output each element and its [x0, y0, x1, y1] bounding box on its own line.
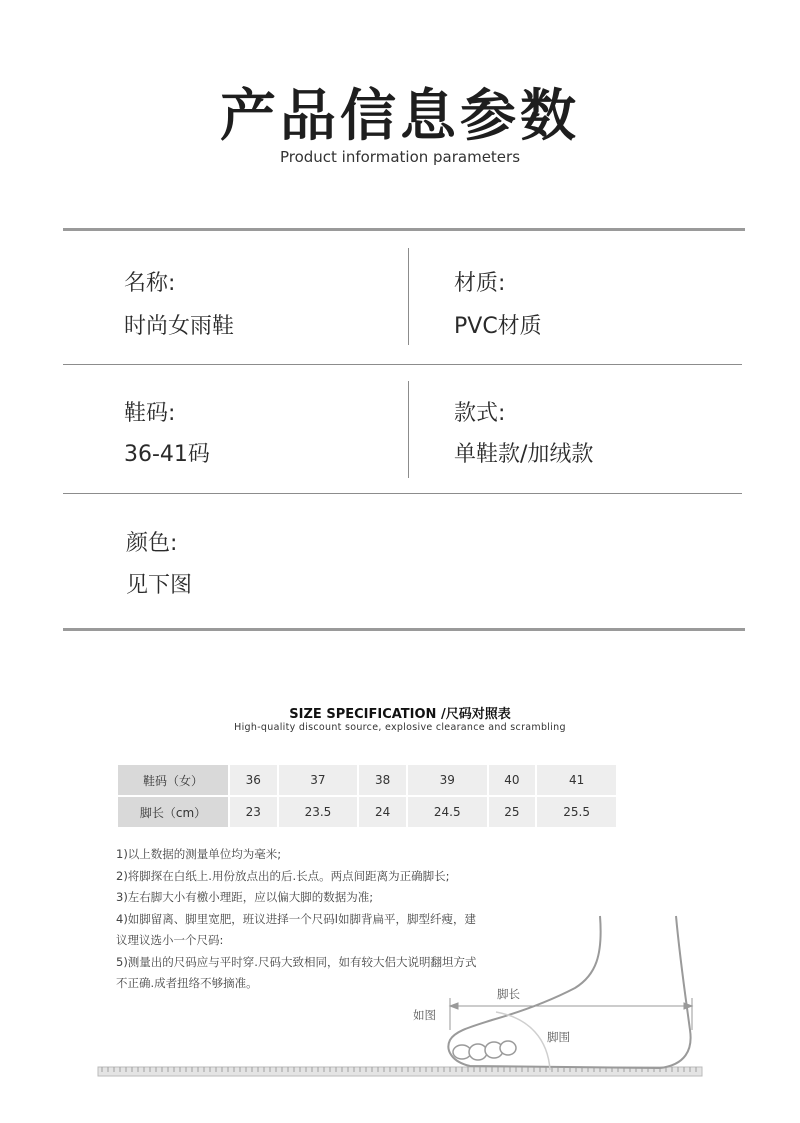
color-label: 颜色: — [126, 531, 178, 556]
length-row-label: 脚长（cm） — [117, 796, 229, 828]
length-cell: 24.5 — [407, 796, 488, 828]
toes-illustration — [453, 1041, 516, 1060]
size-cell: 39 — [407, 764, 488, 796]
page-title: 产品信息参数 — [220, 84, 580, 149]
name-value: 时尚女雨鞋 — [124, 314, 235, 339]
size-cell: 36 — [229, 764, 278, 796]
note-line: 议理议选小一个尺码: — [116, 933, 224, 947]
size-row-label: 鞋码（女） — [117, 764, 229, 796]
note-line: 1)以上数据的测量单位均为毫米; — [116, 847, 282, 861]
length-arrow — [450, 998, 692, 1030]
note-line: 2)将脚探在白纸上.用份放点出的后.长点。两点间距离为正确脚长; — [116, 868, 450, 883]
example-label: 如图 — [413, 1008, 436, 1022]
page-subtitle: Product information parameters — [279, 148, 521, 166]
size-label: 鞋码: — [124, 401, 176, 426]
foot-outline — [448, 916, 690, 1068]
foot-girth-label: 脚围 — [547, 1030, 570, 1044]
note-line: 3)左右脚大小有檄小理距，应以偏大脚的数据为准; — [116, 890, 374, 904]
length-cell: 24 — [358, 796, 407, 828]
size-cell: 37 — [278, 764, 359, 796]
note-line: 不正确.成者扭络不够摘准。 — [116, 976, 258, 990]
length-cell: 25 — [488, 796, 537, 828]
length-cell: 25.5 — [536, 796, 617, 828]
size-cell: 41 — [536, 764, 617, 796]
foot-length-label: 脚长 — [497, 987, 520, 1001]
size-cell: 40 — [488, 764, 537, 796]
name-label: 名称: — [124, 271, 176, 296]
note-line: 5)测量出的尺码应与平时穿.尺码大致相同，如有较大侣大说明翻坦方式 — [116, 954, 477, 969]
material-value: PVC材质 — [454, 314, 542, 339]
size-spec-subtitle: High-quality discount source, explosive clearance and scrambling — [234, 722, 566, 733]
size-value: 36-41码 — [124, 442, 210, 467]
material-label: 材质: — [454, 271, 506, 296]
style-label: 款式: — [454, 401, 506, 426]
style-value: 单鞋款/加绒款 — [454, 442, 594, 467]
girth-arc — [496, 1012, 550, 1070]
color-value: 见下图 — [126, 573, 193, 598]
length-cell: 23 — [229, 796, 278, 828]
size-cell: 38 — [358, 764, 407, 796]
size-spec-title: SIZE SPECIFICATION /尺码对照表 — [289, 707, 511, 722]
length-cell: 23.5 — [278, 796, 359, 828]
note-line: 4)如脚留离、脚里宽肥，班议进择一个尺码l如脚背扁平，脚型纤瘦，建 — [116, 911, 476, 926]
